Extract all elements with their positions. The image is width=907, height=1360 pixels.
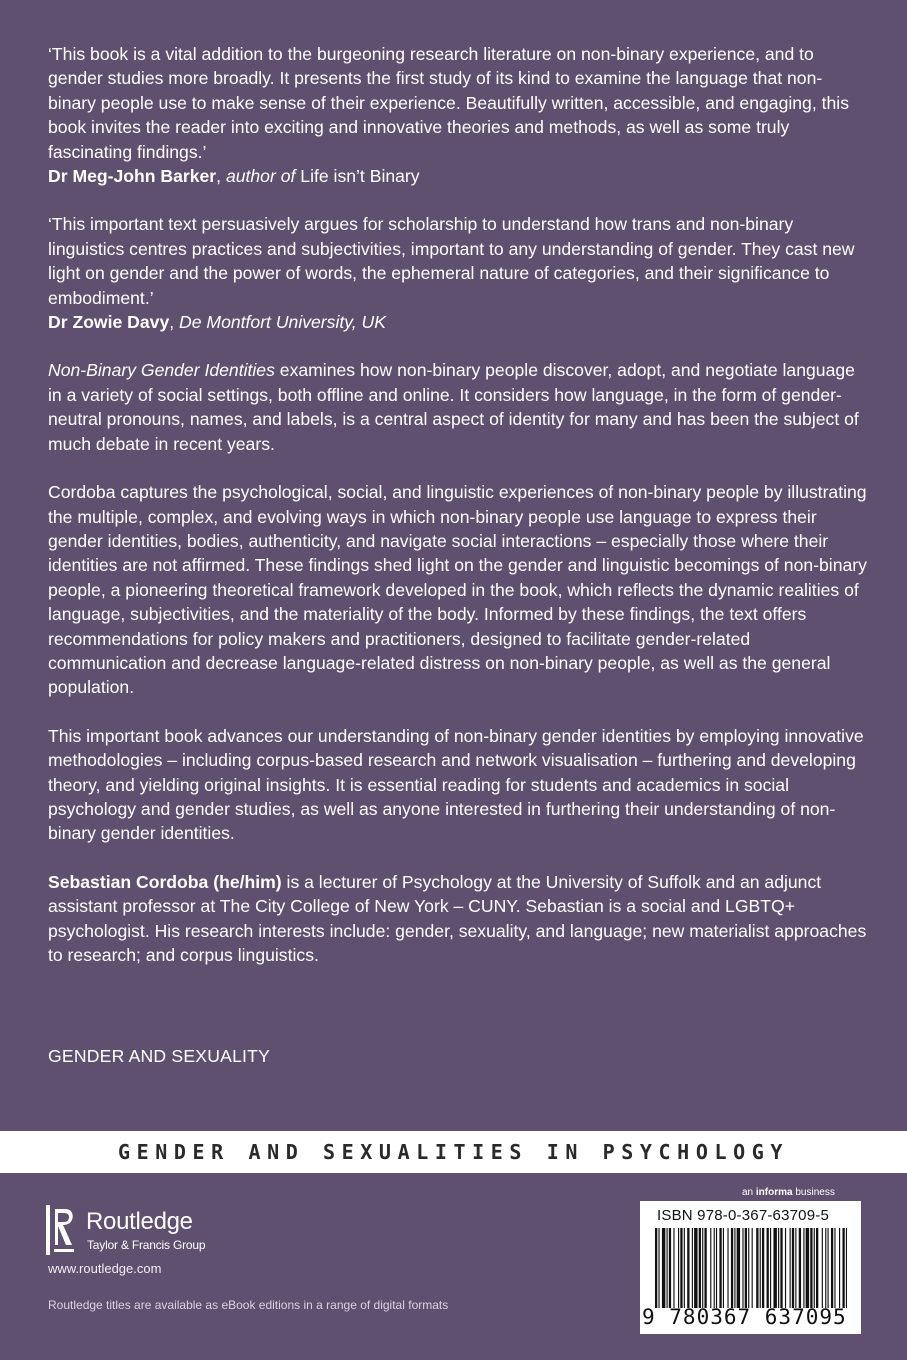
series-title: GENDER AND SEXUALITIES IN PSYCHOLOGY (0, 1131, 907, 1173)
endorsement-1 (48, 42, 868, 188)
ebook-availability-note: Routledge titles are available as eBook editions in a range of digital formats (48, 1298, 449, 1312)
endorsement-attribution: Dr Zowie Davy, De Montfort University, UK (48, 312, 386, 333)
book-title: Non-Binary Gender Identities (48, 360, 275, 381)
isbn-label: ISBN 978-0-367-63709-5 (657, 1207, 830, 1224)
author-bio-text: is a lecturer of Psychology at the University of Suffolk and an adjunct assistant professor at The City College of New York – CUNY. Sebastian is a social and LGBTQ+ psychologist. His research interests include: gender, sexuality, and language; new materialist approaches to research; and corpus linguistics. (48, 871, 867, 965)
author-name: Sebastian Cordoba (he/him) (48, 871, 282, 892)
endorsement-attribution: Dr Meg-John Barker, author of Life isn’t Binary (48, 166, 420, 187)
subject-category: GENDER AND SEXUALITY (48, 1046, 271, 1066)
endorsement-quote: ‘This book is a vital addition to the burgeoning research literature on non-binary experience, and to gender studies more broadly. It presents the first study of its kind to examine the language that non-binary people use to make sense of their experience. Beautifully written, accessible, and engaging, this book invites the reader into exciting and innovative theories and methods, as well as some truly fascinating findings.’ (48, 44, 849, 162)
description-paragraph-2: Cordoba captures the psychological, social, and linguistic experiences of non-binary people by illustrating the multiple, complex, and evolving ways in which non-binary people use language to express their gender identities, bodies, authenticity, and navigate social interactions – especially those where their identities are not affirmed. These findings shed light on the gender and linguistic becomings of non-binary people, a pioneering theoretical framework developed in the book, which reflects the dynamic realities of language, subjectivities, and the materiality of the body. Informed by these findings, the text offers recommendations for policy makers and practitioners, designed to facilitate gender-related communication and decrease language-related distress on non-binary people, as well as the general population. (48, 482, 867, 698)
informa-brand: informa (755, 1187, 793, 1198)
publisher-website[interactable]: www.routledge.com (48, 1261, 162, 1276)
back-cover-text (48, 42, 868, 991)
description-paragraph-3: This important book advances our understanding of non-binary gender identities by employing innovative methodologies – including corpus-based research and network visualisation – furthering and developing theory, and yielding original insights. It is essential reading for students and academics in social psychology and gender studies, as well as anyone interested in furthering their understanding of non-binary gender identities. (48, 725, 864, 844)
endorser-name: Dr Meg-John Barker (48, 166, 217, 187)
endorser-affiliation: De Montfort University, UK (179, 312, 386, 333)
description-text: examines how non-binary people discover, adopt, and negotiate language in a variety of social settings, both offline and online. It considers how language, in the form of gender-neutral pronouns, names, and labels, is a central aspect of identity for many and has been the subject of much debate in recent years. (48, 360, 859, 454)
isbn-barcode (640, 1201, 861, 1334)
publisher-logo (46, 1205, 246, 1261)
barcode-bars-icon (655, 1228, 847, 1308)
publisher-name: Routledge (86, 1208, 193, 1235)
endorser-role: author of (225, 166, 296, 187)
description-paragraph-1 (48, 358, 868, 456)
informa-tagline: an informa business (742, 1187, 835, 1198)
isbn-digits: 9 780367 637095 (642, 1305, 847, 1329)
endorser-book: Life isn’t Binary (295, 166, 420, 187)
routledge-logo-icon (46, 1205, 76, 1255)
endorser-name: Dr Zowie Davy (48, 312, 170, 333)
author-bio (48, 870, 868, 968)
publisher-group: Taylor & Francis Group (87, 1238, 206, 1252)
endorsement-2 (48, 212, 868, 334)
endorsement-quote: ‘This important text persuasively argues for scholarship to understand how trans and non-binary linguistics centres practices and subjectivities, important to any understanding of gender. They cast new light on gender and the power of words, the ephemeral nature of categories, and their significance to embodiment.’ (48, 214, 855, 308)
